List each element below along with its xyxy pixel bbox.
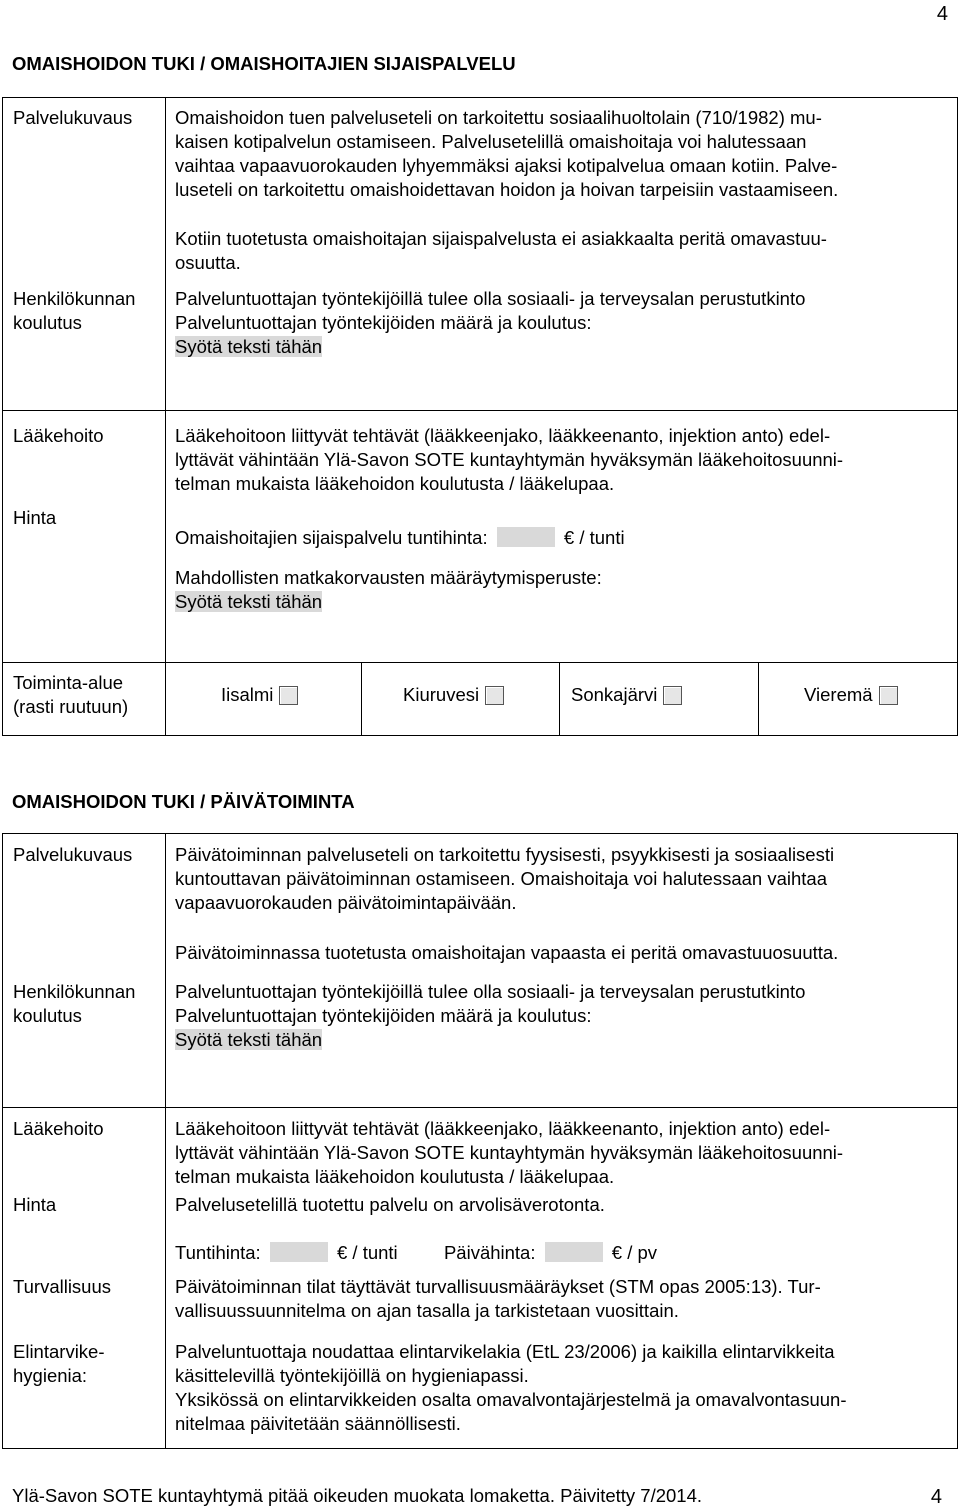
table-service-area	[2, 662, 958, 736]
area-option-iisalmi[interactable]: Iisalmi	[221, 683, 298, 707]
travel-text-field[interactable]: Syötä teksti tähän	[175, 591, 323, 612]
hourly-price-field[interactable]	[497, 527, 555, 547]
page-number-top: 4	[936, 3, 948, 25]
service-description: Omaishoidon tuen palveluseteli on tarkoitettu sosiaalihuoltolain (710/1982) mu- kaisen kotipalvelun ostamiseen. Palvelusetelillä omaishoitaja voi halutessaan vaihtaa vapaavuorokauden lyhyemmäksi ajaksi kotipalvelua omaan kotiin. Palve- luseteli on tarkoitettu omaishoidettavan hoidon ja hoivan tarpeisiin vastaamiseen.	[175, 107, 839, 200]
label-elintarvikehygienia: Elintarvike- hygienia:	[13, 1341, 105, 1386]
medication-text: Lääkehoitoon liittyvät tehtävät (lääkkeenjako, lääkkeenanto, injektion anto) edel- lyttävät vähintään Ylä-Savon SOTE kuntayhtymän hyväksymän lääkehoitosuunni- telman mukaista lääkehoidon koulutusta / lääkelupaa.	[175, 425, 844, 494]
price-row-2: Tuntihinta: € / tunti Päivähinta: € / pv	[175, 1242, 658, 1263]
area-option-kiuruvesi[interactable]: Kiuruvesi	[403, 683, 504, 707]
medication-text-2: Lääkehoitoon liittyvät tehtävät (lääkkeenjako, lääkkeenanto, injektion anto) edel- lyttävät vähintään Ylä-Savon SOTE kuntayhtymän hyväksymän lääkehoitosuunni- telman mukaista lääkehoidon koulutusta / lääkelupaa.	[175, 1118, 844, 1187]
staff-text-field[interactable]: Syötä teksti tähän	[175, 336, 323, 357]
food-hygiene-text: Palveluntuottaja noudattaa elintarvikelakia (EtL 23/2006) ja kaikilla elintarvikkeita käsittelevillä työntekijöillä on hygieniapassi. Yksikössä on elintarvikkeiden osalta omavalvontajärjestelmä ja omavalvontasuun- nitelmaa päivitetään säännöllisesti.	[175, 1341, 847, 1434]
checkbox-sonkajarvi[interactable]	[663, 686, 682, 705]
checkbox-vierema[interactable]	[879, 686, 898, 705]
label-hinta-2: Hinta	[13, 1194, 57, 1215]
label-henkilokunnan-koulutus: Henkilökunnan koulutus	[13, 288, 136, 333]
page-number-bottom: 4	[930, 1486, 942, 1508]
label-laakehoito: Lääkehoito	[13, 425, 104, 446]
area-option-sonkajarvi[interactable]: Sonkajärvi	[571, 683, 682, 707]
table-paivatoiminta-description	[2, 833, 958, 1108]
fee-note: Kotiin tuotetusta omaishoitajan sijaispalvelusta ei asiakkaalta peritä omavastuu- osuutta.	[175, 228, 827, 273]
label-toiminta-alue: Toiminta-alue (rasti ruutuun)	[13, 672, 129, 717]
table-paivatoiminta-details	[2, 1107, 958, 1449]
area-option-vierema[interactable]: Vieremä	[804, 683, 898, 707]
table-sijaispalvelu-description	[2, 97, 958, 411]
table-sijaispalvelu-medication	[2, 410, 958, 663]
checkbox-kiuruvesi[interactable]	[485, 686, 504, 705]
label-palvelukuvaus-2: Palvelukuvaus	[13, 844, 133, 865]
staff-requirements: Palveluntuottajan työntekijöillä tulee olla sosiaali- ja terveysalan perustutkinto Palveluntuottajan työntekijöiden määrä ja koulutus: Syötä teksti tähän	[175, 288, 806, 357]
staff-text-field-2[interactable]: Syötä teksti tähän	[175, 1029, 323, 1050]
label-laakehoito-2: Lääkehoito	[13, 1118, 104, 1139]
label-turvallisuus: Turvallisuus	[13, 1276, 112, 1297]
hourly-price-field-2[interactable]	[270, 1242, 328, 1262]
footer-note: Ylä-Savon SOTE kuntayhtymä pitää oikeuden muokata lomaketta. Päivitetty 7/2014.	[12, 1485, 703, 1506]
fee-note-2: Päivätoiminnassa tuotetusta omaishoitajan vapaasta ei peritä omavastuuosuutta.	[175, 942, 839, 963]
safety-text: Päivätoiminnan tilat täyttävät turvallisuusmääräykset (STM opas 2005:13). Tur- vallisuussuunnitelma on ajan tasalla ja tarkistetaan vuosittain.	[175, 1276, 821, 1321]
label-palvelukuvaus: Palvelukuvaus	[13, 107, 133, 128]
section-title-sijaispalvelu: OMAISHOIDON TUKI / OMAISHOITAJIEN SIJAISPALVELU	[12, 53, 516, 74]
staff-requirements-2: Palveluntuottajan työntekijöillä tulee olla sosiaali- ja terveysalan perustutkinto Palveluntuottajan työntekijöiden määrä ja koulutus: Syötä teksti tähän	[175, 981, 806, 1050]
daily-price-field[interactable]	[545, 1242, 603, 1262]
hourly-price-row: Omaishoitajien sijaispalvelu tuntihinta: € / tunti	[175, 527, 625, 548]
section-title-paivatoiminta: OMAISHOIDON TUKI / PÄIVÄTOIMINTA	[12, 791, 355, 812]
travel-basis: Mahdollisten matkakorvausten määräytymisperuste: Syötä teksti tähän	[175, 567, 602, 612]
label-hinta: Hinta	[13, 507, 57, 528]
label-henkilokunnan-koulutus-2: Henkilökunnan koulutus	[13, 981, 136, 1026]
vat-note: Palvelusetelillä tuotettu palvelu on arvolisäverotonta.	[175, 1194, 605, 1215]
checkbox-iisalmi[interactable]	[279, 686, 298, 705]
service-description-2: Päivätoiminnan palveluseteli on tarkoitettu fyysisesti, psyykkisesti ja sosiaalisesti kuntouttavan päivätoiminnan ostamiseen. Omaishoitaja voi halutessaan vaihtaa vapaavuorokauden päivätoimintapäivään.	[175, 844, 835, 913]
